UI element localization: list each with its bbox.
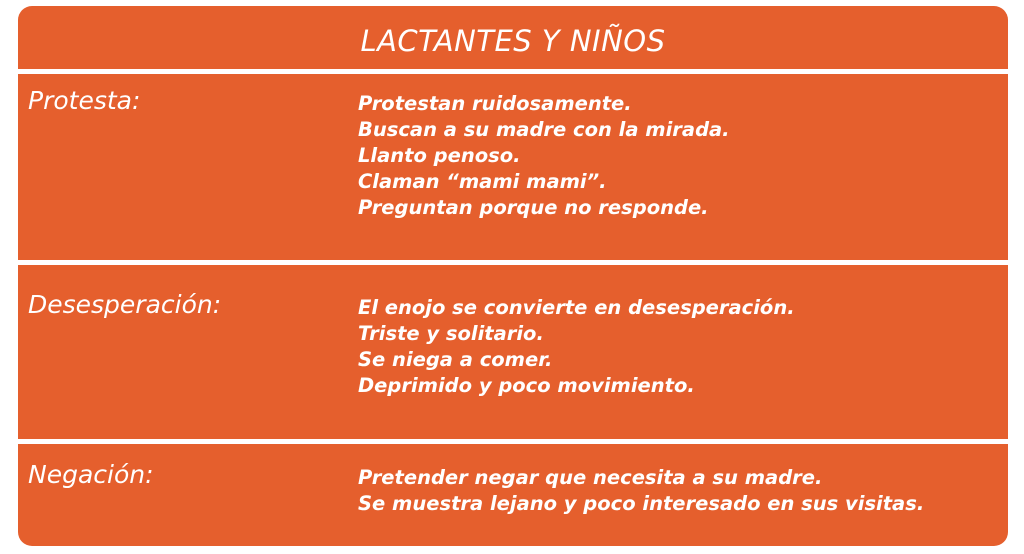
row-label-desesperacion: Desesperación: [28, 290, 222, 319]
row-description-desesperacion [358, 295, 795, 399]
description-line: Se niega a comer. [358, 348, 553, 371]
row-divider [18, 439, 1008, 444]
description-line: Claman “mami mami”. [358, 170, 607, 193]
row-label-negacion: Negación: [28, 460, 154, 489]
row-description-negacion [358, 465, 924, 517]
description-line: Buscan a su madre con la mirada. [358, 118, 730, 141]
row-divider [18, 260, 1008, 265]
row-description-protesta [358, 91, 730, 221]
description-line: Triste y solitario. [358, 322, 544, 345]
description-line: El enojo se convierte en desesperación. [358, 296, 795, 319]
info-card [18, 6, 1008, 546]
description-line: Preguntan porque no responde. [358, 196, 709, 219]
card-title: LACTANTES Y NIÑOS [360, 24, 666, 58]
description-line: Pretender negar que necesita a su madre. [358, 466, 823, 489]
row-label-protesta: Protesta: [28, 86, 141, 115]
description-line: Protestan ruidosamente. [358, 92, 632, 115]
description-line: Deprimido y poco movimiento. [358, 374, 695, 397]
title-divider [18, 69, 1008, 74]
description-line: Llanto penoso. [358, 144, 521, 167]
description-line: Se muestra lejano y poco interesado en sus visitas. [358, 492, 925, 515]
